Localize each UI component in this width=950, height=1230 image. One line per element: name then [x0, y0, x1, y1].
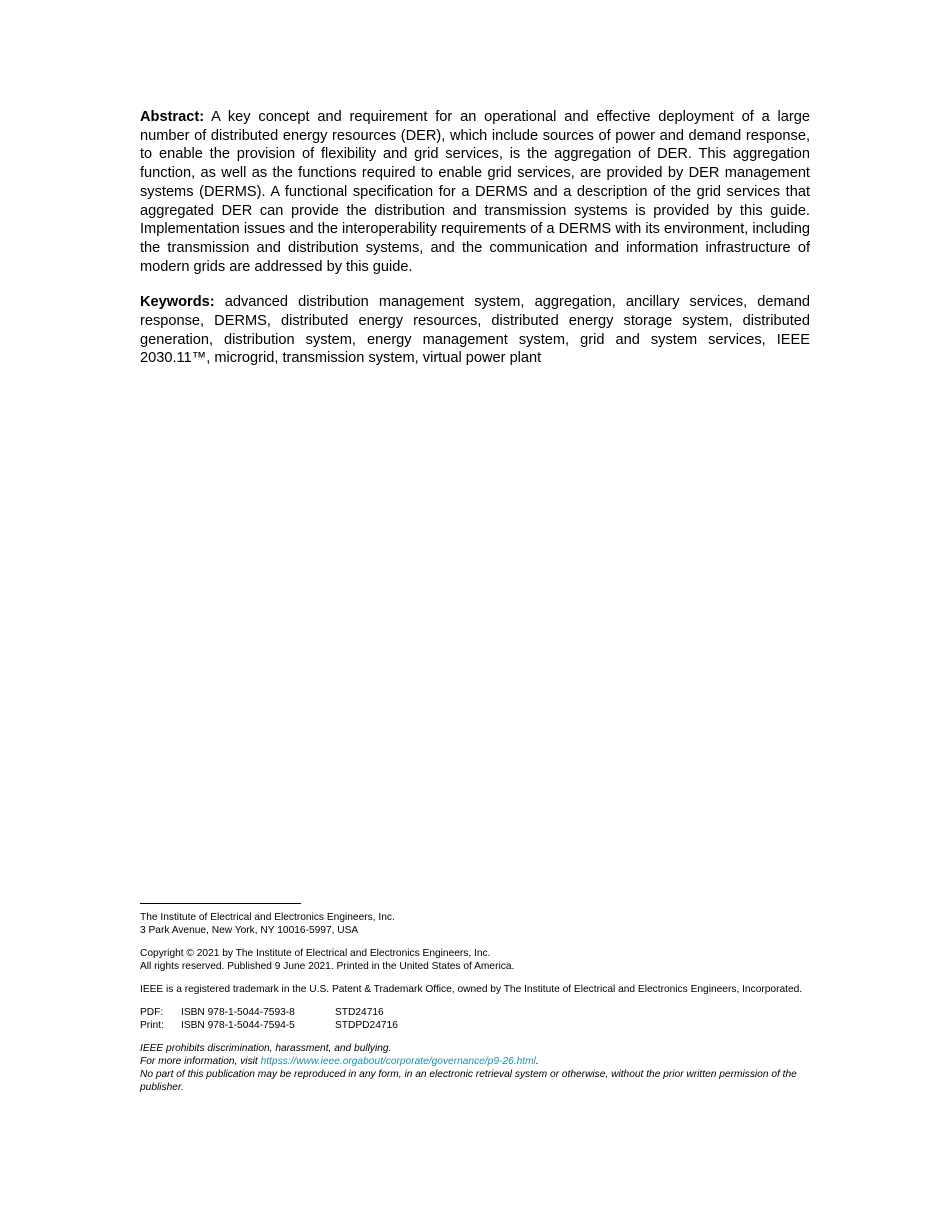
isbn-number: ISBN 978-1-5044-7593-8 [181, 1007, 295, 1018]
policy-line: IEEE prohibits discrimination, harassment, and bullying. [140, 1043, 392, 1054]
copyright-block [140, 947, 812, 973]
reproduction-notice: No part of this publication may be reproduced in any form, in an electronic retrieval system or otherwise, without the prior written permission of the publisher. [140, 1069, 797, 1093]
abstract-paragraph [140, 108, 810, 276]
isbn-row-pdf [140, 1006, 812, 1019]
front-matter [140, 108, 810, 368]
governance-link[interactable]: httpss://www.ieee.orgabout/corporate/governance/p9-26.html [260, 1056, 536, 1067]
footer-divider [140, 903, 301, 904]
trademark-block [140, 983, 812, 996]
info-prefix: For more information, visit [140, 1056, 261, 1067]
isbn-code: STDPD24716 [335, 1020, 398, 1031]
isbn-number: ISBN 978-1-5044-7594-5 [181, 1020, 295, 1031]
keywords-paragraph [140, 293, 810, 368]
isbn-row-print [140, 1019, 812, 1032]
rights-line: All rights reserved. Published 9 June 2021. Printed in the United States of America. [140, 961, 515, 972]
publisher-block [140, 911, 812, 937]
policy-block [140, 1042, 812, 1094]
abstract-label: Abstract: [140, 109, 205, 125]
isbn-format: Print: [140, 1020, 164, 1031]
abstract-text: A key concept and requirement for an operational and effective deployment of a large number of distributed energy resources (DER), which include sources of power and demand response, to enable the provision of flexibility and grid services, is the aggregation of DER. This aggregation function, as well as the functions required to enable grid services, are provided by DER management systems (DERMS). A functional specification for a DERMS and a description of the grid services that aggregated DER can provide the distribution and transmission systems is provided by this guide. Implementation issues and the interoperability requirements of a DERMS with its environment, including the transmission and distribution systems, and the communication and information infrastructure of modern grids are addressed by this guide. [140, 109, 811, 275]
info-suffix: . [535, 1056, 539, 1067]
keywords-text: advanced distribution management system, aggregation, ancillary services, demand response, DERMS, distributed energy resources, distributed energy storage system, distributed generation, distribution system, energy management system, grid and system services, IEEE 2030.11™, microgrid, transmission system, virtual power plant [140, 294, 810, 367]
isbn-block [140, 1006, 812, 1032]
copyright-line: Copyright © 2021 by The Institute of Electrical and Electronics Engineers, Inc. [140, 948, 491, 959]
isbn-code: STD24716 [335, 1007, 384, 1018]
isbn-format: PDF: [140, 1007, 164, 1018]
publisher-address: 3 Park Avenue, New York, NY 10016-5997, USA [140, 925, 359, 936]
keywords-label: Keywords: [140, 294, 215, 311]
copyright-footer [140, 903, 812, 1104]
publisher-name: The Institute of Electrical and Electronics Engineers, Inc. [140, 912, 395, 923]
trademark-text: IEEE is a registered trademark in the U.S. Patent & Trademark Office, owned by The Institute of Electrical and Electronics Engineers, Incorporated. [140, 984, 803, 995]
info-line [140, 1055, 812, 1068]
